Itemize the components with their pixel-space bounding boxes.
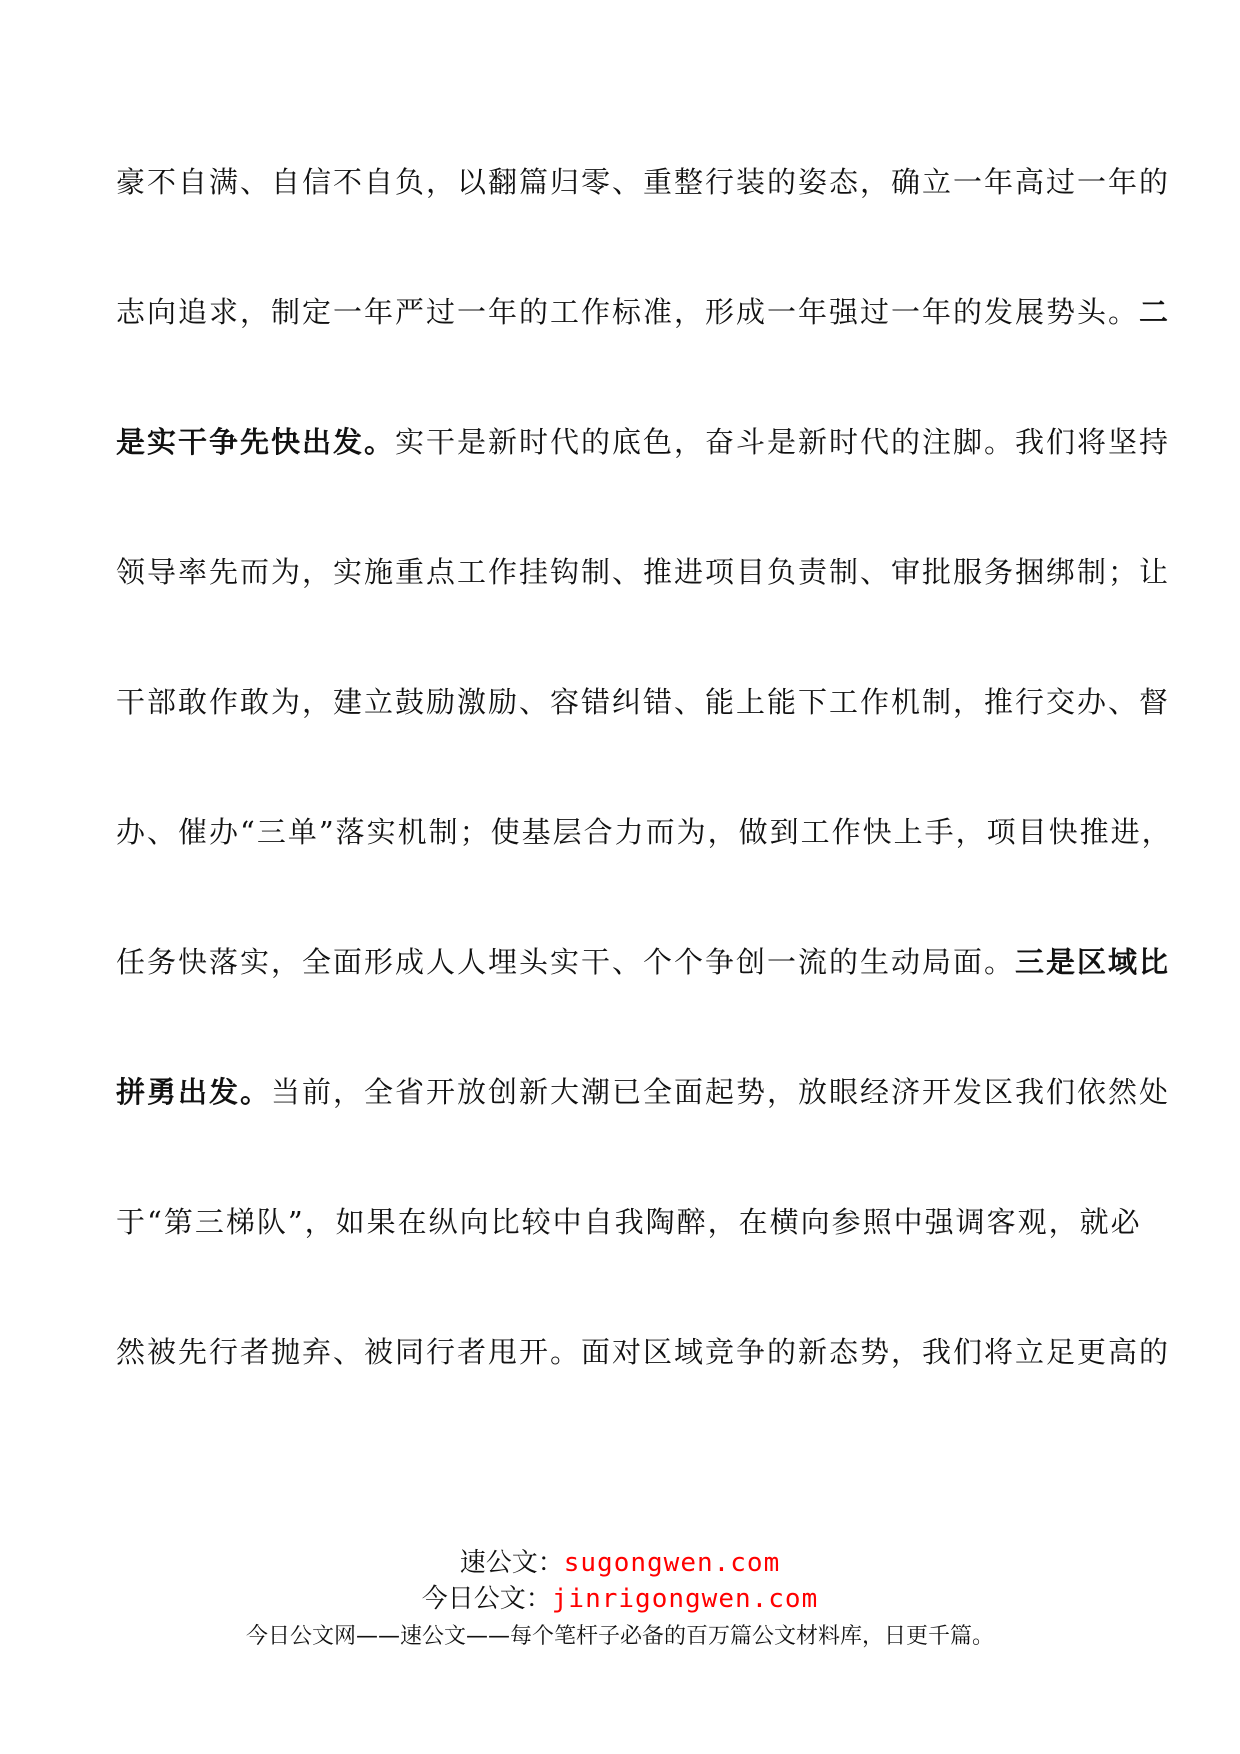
body-text-segment: 任务快落实，全面形成人人埋头实干、个个争创一流的生动局面。 <box>116 945 1016 979</box>
body-text-segment: 豪不自满、自信不自负，以翻篇归零、重整行装的姿态，确立一年高过一年的 <box>116 165 1171 199</box>
body-text-segment: 实干是新时代的底色，奋斗是新时代的注脚。我们将坚持 <box>395 425 1171 459</box>
footer-slogan: 今日公文网——速公文——每个笔杆子必备的百万篇公文材料库，日更千篇。 <box>245 1624 994 1649</box>
text-line <box>116 1330 1171 1460</box>
text-line <box>116 1070 1171 1200</box>
body-text-segment: 于“第三梯队”，如果在纵向比较中自我陶醉，在横向参照中强调客观，就必 <box>116 1205 1142 1239</box>
bold-heading-text: 三是区域比 <box>1015 945 1171 979</box>
body-text <box>116 160 1173 1460</box>
text-line <box>116 940 1171 1070</box>
bold-heading-text: 拼勇出发。 <box>116 1075 272 1109</box>
body-text-segment: 然被先行者抛弃、被同行者甩开。面对区域竞争的新态势，我们将立足更高的 <box>116 1335 1171 1369</box>
text-line <box>116 550 1171 680</box>
footer-link-jinrigongwen[interactable]: jinrigongwen.com <box>551 1584 819 1614</box>
text-line <box>116 160 1171 290</box>
body-text-segment: 干部敢作敢为，建立鼓励激励、容错纠错、能上能下工作机制，推行交办、督 <box>116 685 1171 719</box>
text-line <box>116 420 1171 550</box>
bold-heading-text: 二 <box>1139 295 1171 329</box>
footer-label-2: 今日公文： <box>421 1584 552 1614</box>
body-text-segment: 领导率先而为，实施重点工作挂钩制、推进项目负责制、审批服务捆绑制；让 <box>116 555 1171 589</box>
footer-label-1: 速公文： <box>459 1548 564 1578</box>
text-line <box>116 1200 1142 1330</box>
body-text-segment: 办、催办“三单”落实机制；使基层合力而为，做到工作快上手，项目快推进， <box>116 815 1173 849</box>
body-text-segment: 当前，全省开放创新大潮已全面起势，放眼经济开发区我们依然处 <box>271 1075 1171 1109</box>
footer-link-sugongwen[interactable]: sugongwen.com <box>563 1548 781 1578</box>
footer-line-1 <box>0 1545 1240 1581</box>
text-line <box>116 290 1171 420</box>
text-line <box>116 810 1173 940</box>
footer <box>0 1545 1240 1655</box>
bold-heading-text: 是实干争先快出发。 <box>116 425 396 459</box>
footer-line-2 <box>0 1581 1240 1617</box>
text-line <box>116 680 1171 810</box>
body-text-segment: 志向追求，制定一年严过一年的工作标准，形成一年强过一年的发展势头。 <box>116 295 1140 329</box>
